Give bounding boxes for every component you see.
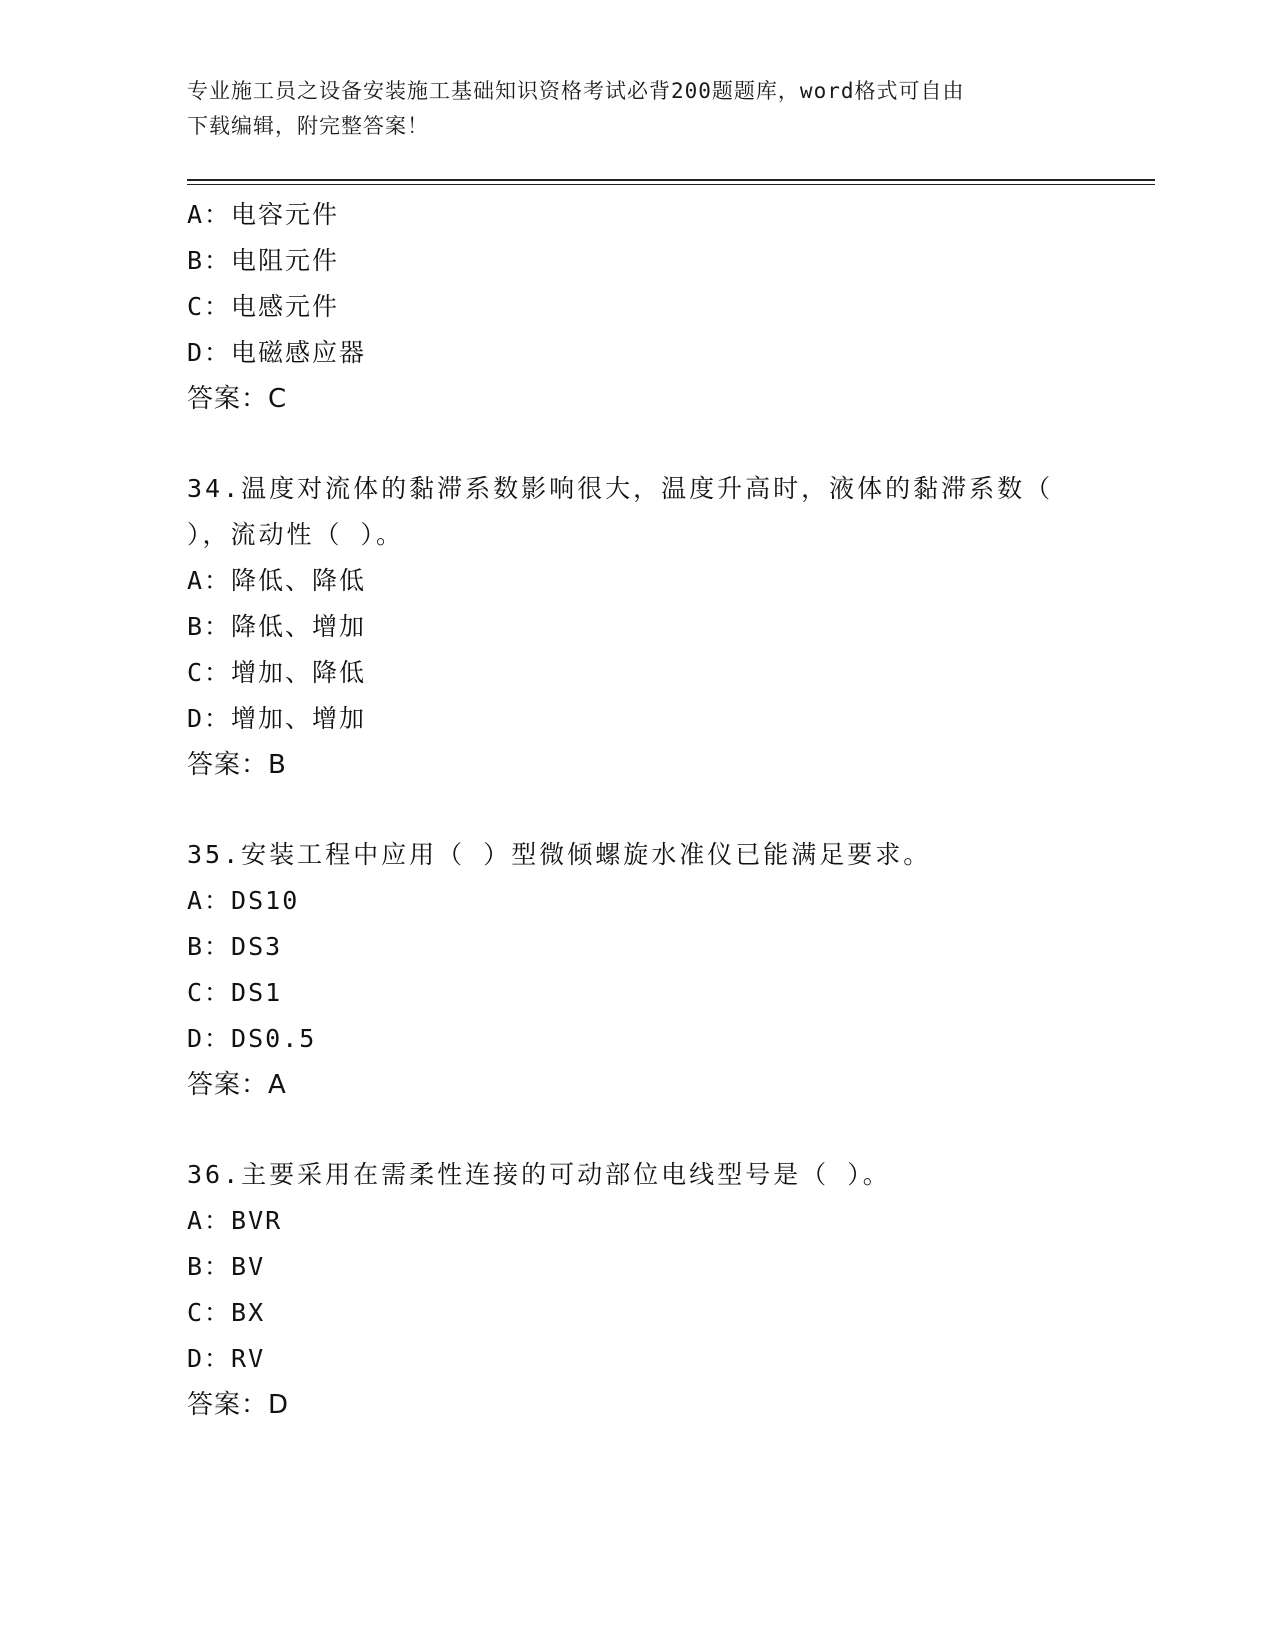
question-stem-line-1: 34.温度对流体的黏滞系数影响很大，温度升高时，液体的黏滞系数（ [187,474,1054,503]
option-b: B：降低、增加 [187,612,367,641]
question-content [187,192,1087,1428]
option-c: C：BX [187,1298,266,1327]
option-a: A：电容元件 [187,200,340,229]
option-a: A：BVR [187,1206,283,1235]
option-c: C：DS1 [187,978,283,1007]
document-header [187,74,1087,144]
question-stem-line-1: 35.安装工程中应用（ ）型微倾螺旋水准仪已能满足要求。 [187,840,932,869]
header-rule-thin [187,184,1155,185]
option-a: A：降低、降低 [187,566,367,595]
header-title-line-2: 下载编辑，附完整答案！ [187,114,429,138]
option-d: D：DS0.5 [187,1024,317,1053]
question-stem-line-1: 36.主要采用在需柔性连接的可动部位电线型号是（ ）。 [187,1160,891,1189]
question-stem-line-2: ），流动性（ ）。 [187,520,405,549]
option-d: D：RV [187,1344,266,1373]
header-title-line-1: 专业施工员之设备安装施工基础知识资格考试必背200题题库，word格式可自由 [187,79,965,103]
option-d: D：电磁感应器 [187,338,367,367]
answer-line: 答案：C [187,384,288,414]
option-d: D：增加、增加 [187,704,367,733]
option-b: B：DS3 [187,932,283,961]
option-c: C：增加、降低 [187,658,367,687]
option-c: C：电感元件 [187,292,340,321]
answer-line: 答案：D [187,1390,290,1420]
question-block-36 [187,1152,1087,1428]
spacer [187,1108,1087,1152]
option-b: B：BV [187,1252,266,1281]
answer-line: 答案：A [187,1070,287,1100]
question-block-33 [187,192,1087,422]
option-b: B：电阻元件 [187,246,340,275]
header-rule-thick [187,179,1155,181]
spacer [187,788,1087,832]
question-block-34 [187,466,1087,788]
option-a: A：DS10 [187,886,300,915]
answer-line: 答案：B [187,750,287,780]
spacer [187,422,1087,466]
question-block-35 [187,832,1087,1108]
